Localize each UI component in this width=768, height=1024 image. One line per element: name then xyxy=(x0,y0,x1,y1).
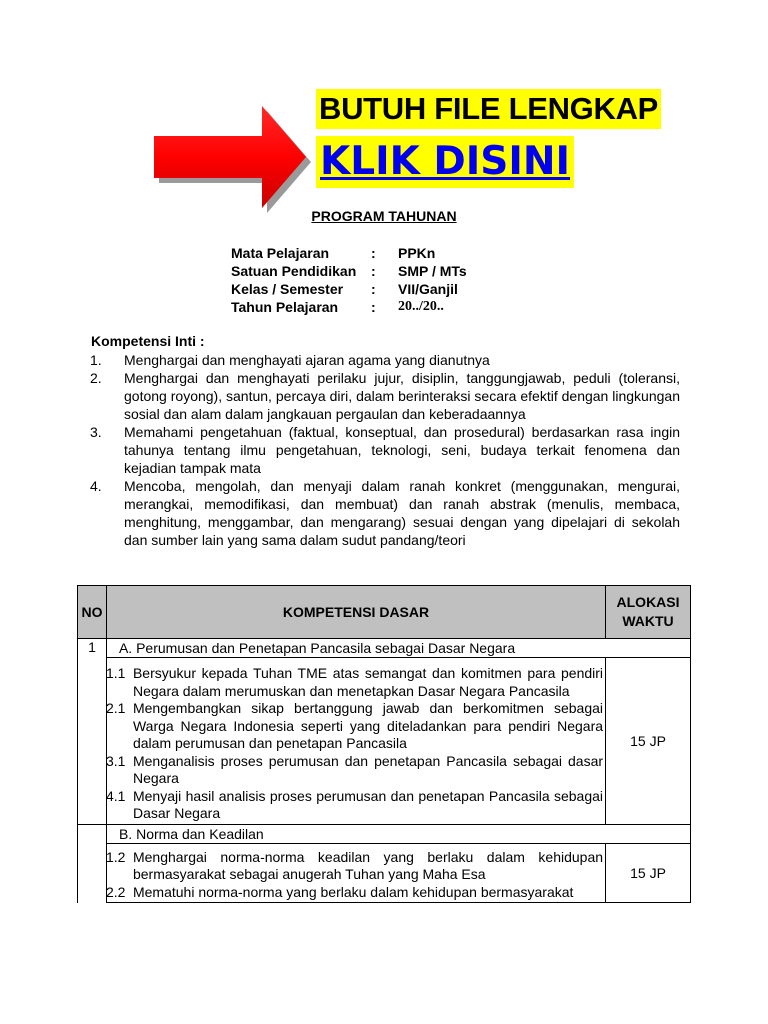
kompetensi-dasar-table xyxy=(77,585,691,903)
info-colon: : xyxy=(371,245,376,261)
header-kompetensi-dasar: KOMPETENSI DASAR xyxy=(106,586,605,639)
kompetensi-inti-heading: Kompetensi Inti : xyxy=(91,333,205,349)
info-colon: : xyxy=(371,299,376,315)
item-text: Mencoba, mengolah, dan menyaji dalam ranah konkret (menggunakan, mengurai, merangkai, memodifikasi, dan membuat) dan ranah abstrak (menulis, membaca, menghitung, menggambar, dan mengarang) sesuai dengan yang dipelajari di sekolah dan sumber lain yang sama dalam sudut pandang/teori xyxy=(124,478,680,548)
section-title: B. Norma dan Keadilan xyxy=(106,824,690,843)
list-item xyxy=(107,884,605,902)
item-text: Menghargai dan menghayati ajaran agama yang dianutnya xyxy=(124,352,490,368)
kompetensi-inti-list xyxy=(90,351,680,549)
info-row xyxy=(231,298,467,316)
kd-number: 1.2 xyxy=(105,848,126,865)
list-item xyxy=(90,477,680,549)
download-link[interactable]: KLIK DISINI xyxy=(316,136,574,188)
document-info xyxy=(231,244,467,316)
info-value: VII/Ganjil xyxy=(398,281,458,297)
red-arrow-icon xyxy=(150,104,312,214)
table-row xyxy=(78,639,691,658)
list-item xyxy=(90,423,680,477)
kd-text: Mematuhi norma-norma yang berlaku dalam kehidupan bermasyarakat xyxy=(132,883,574,900)
list-item xyxy=(107,849,605,884)
item-text: Menghargai dan menghayati perilaku jujur, disiplin, tanggungjawab, peduli (toleransi, gotong royong), santun, percaya diri, dalam berinteraksi secara efektif dengan lingkungan sosial dan alam dalam jangkauan pergaulan dan keberadaannya xyxy=(124,370,680,422)
kd-number: 3.1 xyxy=(105,752,126,769)
kd-number: 1.1 xyxy=(105,665,126,681)
info-value: 20../20.. xyxy=(398,299,444,314)
list-item xyxy=(90,351,680,369)
table-header xyxy=(78,586,691,639)
section-title: A. Perumusan dan Penetapan Pancasila sebagai Dasar Negara xyxy=(106,639,690,658)
kd-list xyxy=(106,843,605,903)
row-number-empty xyxy=(78,824,107,903)
kd-number: 4.1 xyxy=(105,787,126,804)
info-row xyxy=(231,280,467,298)
info-colon: : xyxy=(371,263,376,279)
item-number: 1. xyxy=(90,352,102,368)
list-item xyxy=(107,788,605,823)
header-no: NO xyxy=(78,586,107,639)
table-row xyxy=(78,824,691,843)
kd-text: Mengembangkan sikap bertanggung jawab dan berkomitmen sebagai Warga Negara Indonesia seperti yang diteladankan para pendiri Negara dalam perumusan dan penetapan Pancasila xyxy=(132,700,604,751)
info-row xyxy=(231,244,467,262)
alokasi-waktu: 15 JP xyxy=(606,843,691,903)
info-value: PPKn xyxy=(398,245,436,261)
alokasi-waktu: 15 JP xyxy=(606,658,691,825)
item-number: 4. xyxy=(90,478,102,494)
kd-list xyxy=(106,658,605,825)
info-row xyxy=(231,262,467,280)
info-value: SMP / MTs xyxy=(398,263,467,279)
list-item xyxy=(107,665,605,700)
kd-number: 2.2 xyxy=(105,883,126,900)
info-label: Kelas / Semester xyxy=(231,281,344,297)
info-label: Tahun Pelajaran xyxy=(231,299,339,315)
kd-text: Menghargai norma-norma keadilan yang berlaku dalam kehidupan bermasyarakat sebagai anugerah Tuhan yang Maha Esa xyxy=(132,848,604,882)
table-row xyxy=(78,658,691,825)
info-label: Satuan Pendidikan xyxy=(231,263,357,279)
kd-text: Bersyukur kepada Tuhan TME atas semangat dan komitmen para pendiri Negara dalam merumuskan dan menetapkan Dasar Negara Pancasila xyxy=(132,665,604,699)
item-text: Memahami pengetahuan (faktual, konseptual, dan prosedural) berdasarkan rasa ingin tahunya tentang ilmu pengetahuan, teknologi, seni, budaya terkait fenomena dan kejadian tampak mata xyxy=(124,424,680,476)
list-item xyxy=(107,700,605,753)
info-colon: : xyxy=(371,281,376,297)
list-item xyxy=(107,753,605,788)
kd-text: Menyaji hasil analisis proses perumusan dan penetapan Pancasila sebagai Dasar Negara xyxy=(132,787,604,821)
item-number: 3. xyxy=(90,424,102,440)
info-label: Mata Pelajaran xyxy=(231,245,330,261)
kd-text: Menganalisis proses perumusan dan penetapan Pancasila sebagai dasar Negara xyxy=(132,752,604,786)
kd-number: 2.1 xyxy=(105,700,126,716)
header-alokasi-waktu: ALOKASI WAKTU xyxy=(606,586,691,639)
item-number: 2. xyxy=(90,370,102,386)
row-number: 1 xyxy=(78,639,107,825)
table-row xyxy=(78,843,691,903)
banner-text: BUTUH FILE LENGKAP xyxy=(316,89,661,129)
document-title: PROGRAM TAHUNAN xyxy=(311,208,457,224)
list-item xyxy=(90,369,680,423)
